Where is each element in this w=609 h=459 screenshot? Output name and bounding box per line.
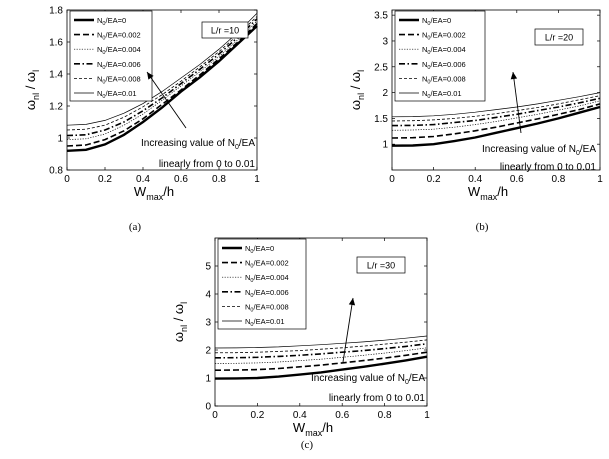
legend-label-sub: 0 bbox=[102, 50, 106, 57]
y-axis-label-num-sub: nl bbox=[31, 92, 41, 100]
legend-label-rest: /EA=0 bbox=[430, 16, 452, 25]
annotation-line1-sub: 0 bbox=[575, 150, 580, 157]
x-axis-label-tail: /h bbox=[163, 184, 175, 199]
y-tick-label: 1.6 bbox=[49, 37, 63, 49]
legend-label-n: N bbox=[245, 287, 251, 297]
legend-label-sub: 0 bbox=[250, 307, 254, 314]
x-tick-label: 0.4 bbox=[292, 410, 307, 421]
legend-label-rest: /EA=0 bbox=[253, 244, 275, 253]
legend-label-rest: /EA=0.006 bbox=[105, 59, 141, 69]
x-tick-label: 0.8 bbox=[551, 174, 566, 185]
legend-label-n: N bbox=[97, 74, 103, 84]
legend bbox=[218, 239, 306, 329]
lr-label: L/r =10 bbox=[210, 25, 240, 36]
legend-label-rest: /EA=0.002 bbox=[105, 30, 141, 40]
y-axis-label-den: ω bbox=[23, 71, 38, 83]
y-tick-label: 5 bbox=[205, 261, 211, 273]
x-tick-label: 1 bbox=[254, 174, 260, 185]
y-axis-label-den: ω bbox=[171, 303, 186, 315]
series-line-4 bbox=[215, 340, 427, 353]
y-axis-label bbox=[23, 70, 41, 110]
legend-label-rest: /EA=0.008 bbox=[253, 302, 289, 312]
legend-label-sub: 0 bbox=[102, 79, 106, 86]
series-line-0 bbox=[392, 107, 600, 146]
annotation-line1-sub: 0 bbox=[234, 144, 239, 151]
y-tick-label: 0.8 bbox=[49, 165, 63, 177]
y-axis-label-sep: / bbox=[171, 314, 186, 325]
annotation-line1 bbox=[141, 138, 255, 151]
lr-label: L/r =20 bbox=[544, 32, 574, 43]
chart-panel-b bbox=[348, 10, 603, 233]
annotation-line1-tail: /EA bbox=[408, 373, 425, 384]
y-axis-label-num: ω bbox=[23, 99, 38, 111]
legend-label-n: N bbox=[422, 16, 428, 25]
annotation-line2: linearly from 0 to 0.01 bbox=[328, 393, 425, 404]
x-tick-label: 1 bbox=[597, 174, 603, 185]
panel-caption: (c) bbox=[300, 439, 314, 451]
x-tick-label: 0.2 bbox=[98, 174, 112, 185]
series-line-3 bbox=[215, 344, 427, 358]
x-tick-label: 0.6 bbox=[335, 410, 350, 421]
x-axis-label-main: W bbox=[133, 184, 147, 199]
annotation-line1-main: Increasing value of N bbox=[311, 373, 405, 384]
legend-label-sub: 0 bbox=[427, 94, 431, 100]
panel-caption: (a) bbox=[128, 221, 142, 233]
y-axis-label-num: ω bbox=[171, 331, 186, 343]
legend-label-rest: /EA=0.004 bbox=[253, 273, 289, 283]
y-tick-label: 3.5 bbox=[374, 10, 388, 22]
legend-label-n: N bbox=[97, 30, 103, 40]
y-tick-label: 2.5 bbox=[374, 62, 388, 74]
legend-label-n: N bbox=[245, 273, 251, 283]
annotation-line1-tail: /EA bbox=[579, 144, 596, 155]
x-tick-label: 0 bbox=[389, 174, 395, 185]
legend-label-n: N bbox=[245, 244, 251, 253]
y-axis-label bbox=[171, 302, 189, 342]
legend-label-n: N bbox=[422, 74, 428, 84]
legend-label-sub: 0 bbox=[102, 35, 106, 42]
y-axis-label-sep: / bbox=[348, 82, 363, 93]
legend-label-rest: /EA=0.004 bbox=[430, 45, 466, 55]
legend-label-n: N bbox=[422, 45, 428, 55]
legend-label-rest: /EA=0.002 bbox=[253, 258, 289, 268]
arrow-head bbox=[511, 72, 517, 79]
legend-label-rest: /EA=0.008 bbox=[105, 74, 141, 84]
y-tick-label: 1.5 bbox=[374, 113, 388, 125]
y-tick-label: 1 bbox=[382, 139, 388, 151]
y-axis-label-den-sub: l bbox=[179, 301, 189, 304]
legend-label-sub: 0 bbox=[250, 263, 254, 270]
annotation-line2: linearly from 0 to 0.01 bbox=[499, 162, 596, 173]
y-tick-label: 0 bbox=[205, 401, 211, 413]
legend-label-sub: 0 bbox=[250, 292, 254, 299]
lr-label: L/r =30 bbox=[366, 260, 396, 271]
y-tick-label: 3 bbox=[205, 317, 211, 329]
legend bbox=[395, 11, 485, 101]
y-axis-label-num-sub: nl bbox=[179, 324, 189, 332]
y-tick-label: 1.2 bbox=[49, 101, 63, 113]
x-axis-label-main: W bbox=[292, 420, 306, 435]
x-tick-label: 0.4 bbox=[136, 174, 150, 185]
legend-label-sub: 0 bbox=[427, 50, 431, 57]
legend-label-rest: /EA=0.01 bbox=[430, 89, 462, 98]
x-tick-label: 0.4 bbox=[468, 174, 483, 185]
legend-label-rest: /EA=0.004 bbox=[105, 45, 141, 55]
legend-label-sub: 0 bbox=[250, 249, 254, 255]
legend-label-n: N bbox=[422, 30, 428, 40]
y-tick-label: 4 bbox=[205, 289, 211, 301]
legend-label-rest: /EA=0.01 bbox=[253, 317, 285, 326]
y-tick-label: 2 bbox=[205, 345, 211, 357]
arrow-shaft bbox=[147, 72, 186, 128]
y-axis-label-den-sub: l bbox=[31, 69, 41, 72]
x-tick-label: 0.8 bbox=[212, 174, 226, 185]
legend-label-sub: 0 bbox=[427, 64, 431, 71]
y-tick-label: 2 bbox=[382, 88, 388, 100]
x-axis-label-sub: max bbox=[305, 428, 323, 438]
x-tick-label: 0.2 bbox=[426, 174, 441, 185]
legend-label-sub: 0 bbox=[102, 21, 106, 27]
x-tick-label: 1 bbox=[424, 410, 430, 421]
y-tick-label: 1.4 bbox=[49, 69, 63, 81]
y-axis-label-num: ω bbox=[348, 99, 363, 111]
arrow-shaft bbox=[513, 72, 521, 133]
legend-label-rest: /EA=0.008 bbox=[430, 74, 466, 84]
legend-label-sub: 0 bbox=[102, 94, 106, 100]
annotation-line1-tail: /EA bbox=[238, 138, 255, 149]
annotation-line1-sub: 0 bbox=[404, 379, 409, 386]
legend-label-sub: 0 bbox=[427, 35, 431, 42]
y-tick-label: 1 bbox=[205, 373, 211, 385]
legend-label-rest: /EA=0.01 bbox=[105, 89, 137, 98]
panel-caption: (b) bbox=[475, 221, 489, 233]
chart-panel-a bbox=[23, 6, 260, 234]
annotation-line1 bbox=[311, 373, 425, 386]
legend-label-sub: 0 bbox=[427, 79, 431, 86]
legend-label-sub: 0 bbox=[250, 278, 254, 285]
arrow-head bbox=[349, 298, 355, 305]
legend-label-n: N bbox=[97, 59, 103, 69]
series-line-5 bbox=[215, 336, 427, 348]
legend-label-n: N bbox=[245, 302, 251, 312]
x-axis-label-main: W bbox=[467, 184, 481, 199]
legend-label-n: N bbox=[97, 89, 103, 98]
legend bbox=[70, 11, 152, 101]
legend-label-n: N bbox=[245, 258, 251, 268]
annotation-line1-main: Increasing value of N bbox=[141, 138, 235, 149]
x-axis-label-tail: /h bbox=[322, 420, 334, 435]
legend-label-rest: /EA=0 bbox=[105, 16, 127, 25]
y-axis-label-num-sub: nl bbox=[356, 92, 366, 100]
annotation-line1-main: Increasing value of N bbox=[482, 144, 576, 155]
x-axis-label bbox=[468, 184, 508, 202]
legend-label-rest: /EA=0.006 bbox=[430, 59, 466, 69]
x-axis-label bbox=[134, 184, 174, 202]
legend-label-rest: /EA=0.006 bbox=[253, 287, 289, 297]
y-tick-label: 1.8 bbox=[49, 5, 63, 17]
y-axis-label-den-sub: l bbox=[356, 69, 366, 72]
legend-label-n: N bbox=[422, 59, 428, 69]
y-tick-label: 1 bbox=[57, 133, 63, 145]
y-axis-label-sep: / bbox=[23, 82, 38, 93]
y-axis-label bbox=[348, 70, 366, 110]
y-tick-label: 3 bbox=[382, 36, 388, 48]
x-axis-label bbox=[293, 420, 333, 438]
x-tick-label: 0.8 bbox=[377, 410, 392, 421]
legend-label-sub: 0 bbox=[102, 64, 106, 71]
legend-label-n: N bbox=[245, 317, 251, 326]
x-axis-label-tail: /h bbox=[497, 184, 509, 199]
x-tick-label: 0 bbox=[64, 174, 70, 185]
chart-panel-c bbox=[171, 238, 430, 451]
legend-label-sub: 0 bbox=[250, 322, 254, 328]
x-tick-label: 0 bbox=[212, 410, 218, 421]
arrow-shaft bbox=[343, 298, 353, 362]
x-tick-label: 0.6 bbox=[509, 174, 524, 185]
x-tick-label: 0.6 bbox=[174, 174, 188, 185]
legend-label-sub: 0 bbox=[427, 21, 431, 27]
x-axis-label-sub: max bbox=[480, 192, 498, 202]
x-axis-label-sub: max bbox=[146, 192, 164, 202]
annotation-line2: linearly from 0 to 0.01 bbox=[158, 159, 255, 170]
legend-label-n: N bbox=[97, 45, 103, 55]
legend-label-n: N bbox=[97, 16, 103, 25]
legend-label-rest: /EA=0.002 bbox=[430, 30, 466, 40]
x-tick-label: 0.2 bbox=[250, 410, 265, 421]
annotation-line1 bbox=[482, 144, 596, 157]
legend-label-n: N bbox=[422, 89, 428, 98]
y-axis-label-den: ω bbox=[348, 71, 363, 83]
